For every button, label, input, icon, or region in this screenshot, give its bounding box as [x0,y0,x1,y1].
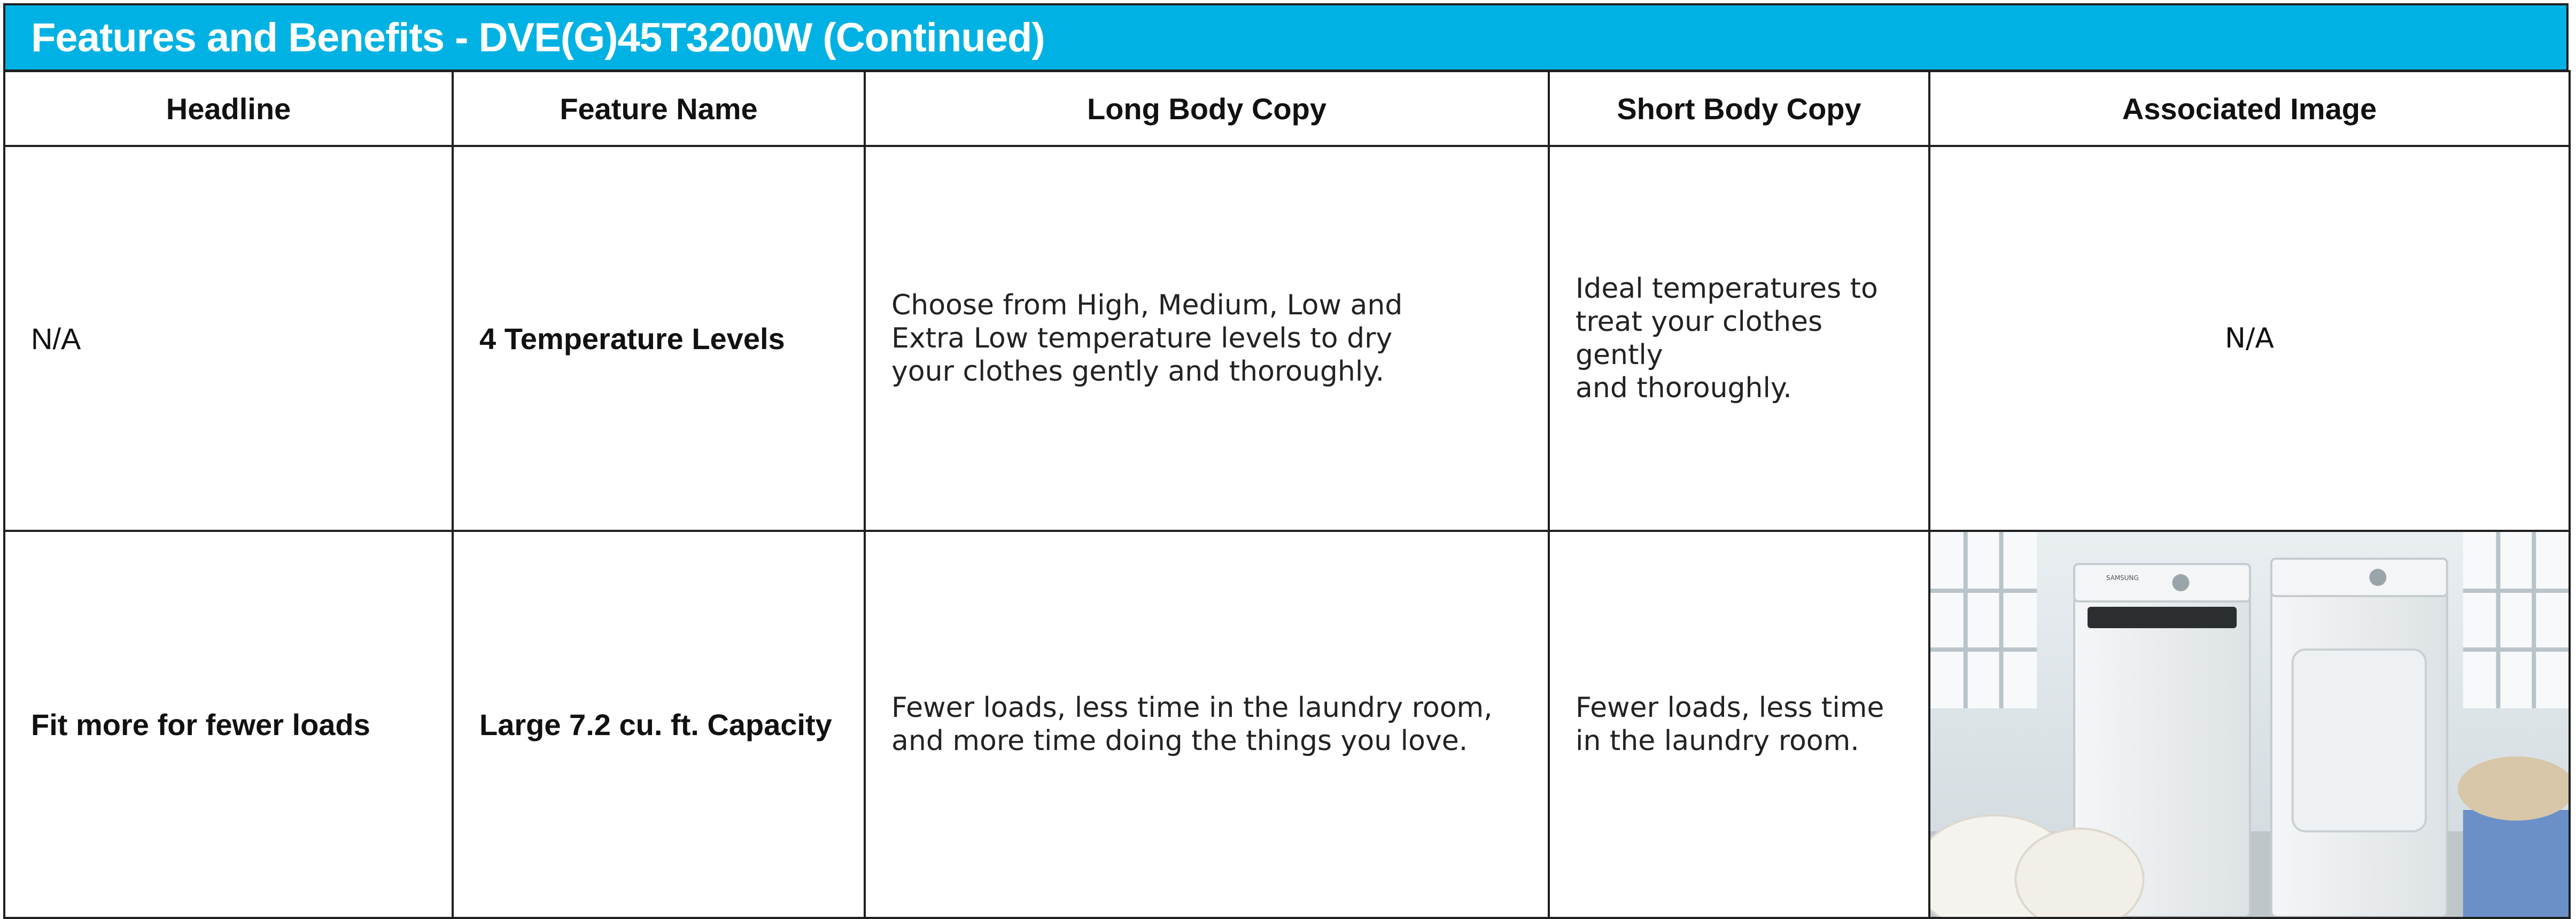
washer-dryer-photo [1930,532,2569,917]
long-body-copy-cell: Fewer loads, less time in the laundry room, and more time doing the things you love. [865,531,1549,918]
col-header-short-body-copy: Short Body Copy [1549,71,1929,146]
col-header-feature-name: Feature Name [453,71,865,146]
short-body-copy-cell: Ideal temperatures to treat your clothes gently and thoroughly. [1549,146,1929,531]
table-row [4,146,2570,531]
header-row [4,71,2570,146]
col-header-headline: Headline [4,71,453,146]
long-body-copy-cell: Choose from High, Medium, Low and Extra Low temperature levels to dry your clothes gently and thoroughly. [865,146,1549,531]
col-header-long-body-copy: Long Body Copy [865,71,1549,146]
col-header-associated-image: Associated Image [1929,71,2570,146]
headline-cell: N/A [4,146,453,531]
page-title: Features and Benefits - DVE(G)45T3200W (Continued) [31,14,1045,60]
feature-name-cell: Large 7.2 cu. ft. Capacity [453,531,865,918]
associated-image-cell: N/A [1929,146,2570,531]
associated-image-cell [1929,531,2570,918]
title-bar [3,3,2569,72]
feature-name-cell: 4 Temperature Levels [453,146,865,531]
short-body-copy-cell: Fewer loads, less time in the laundry room. [1549,531,1929,918]
features-table [3,70,2571,919]
brand-logo-text: SAMSUNG [2106,574,2139,582]
table-row [4,531,2570,918]
headline-cell: Fit more for fewer loads [4,531,453,918]
